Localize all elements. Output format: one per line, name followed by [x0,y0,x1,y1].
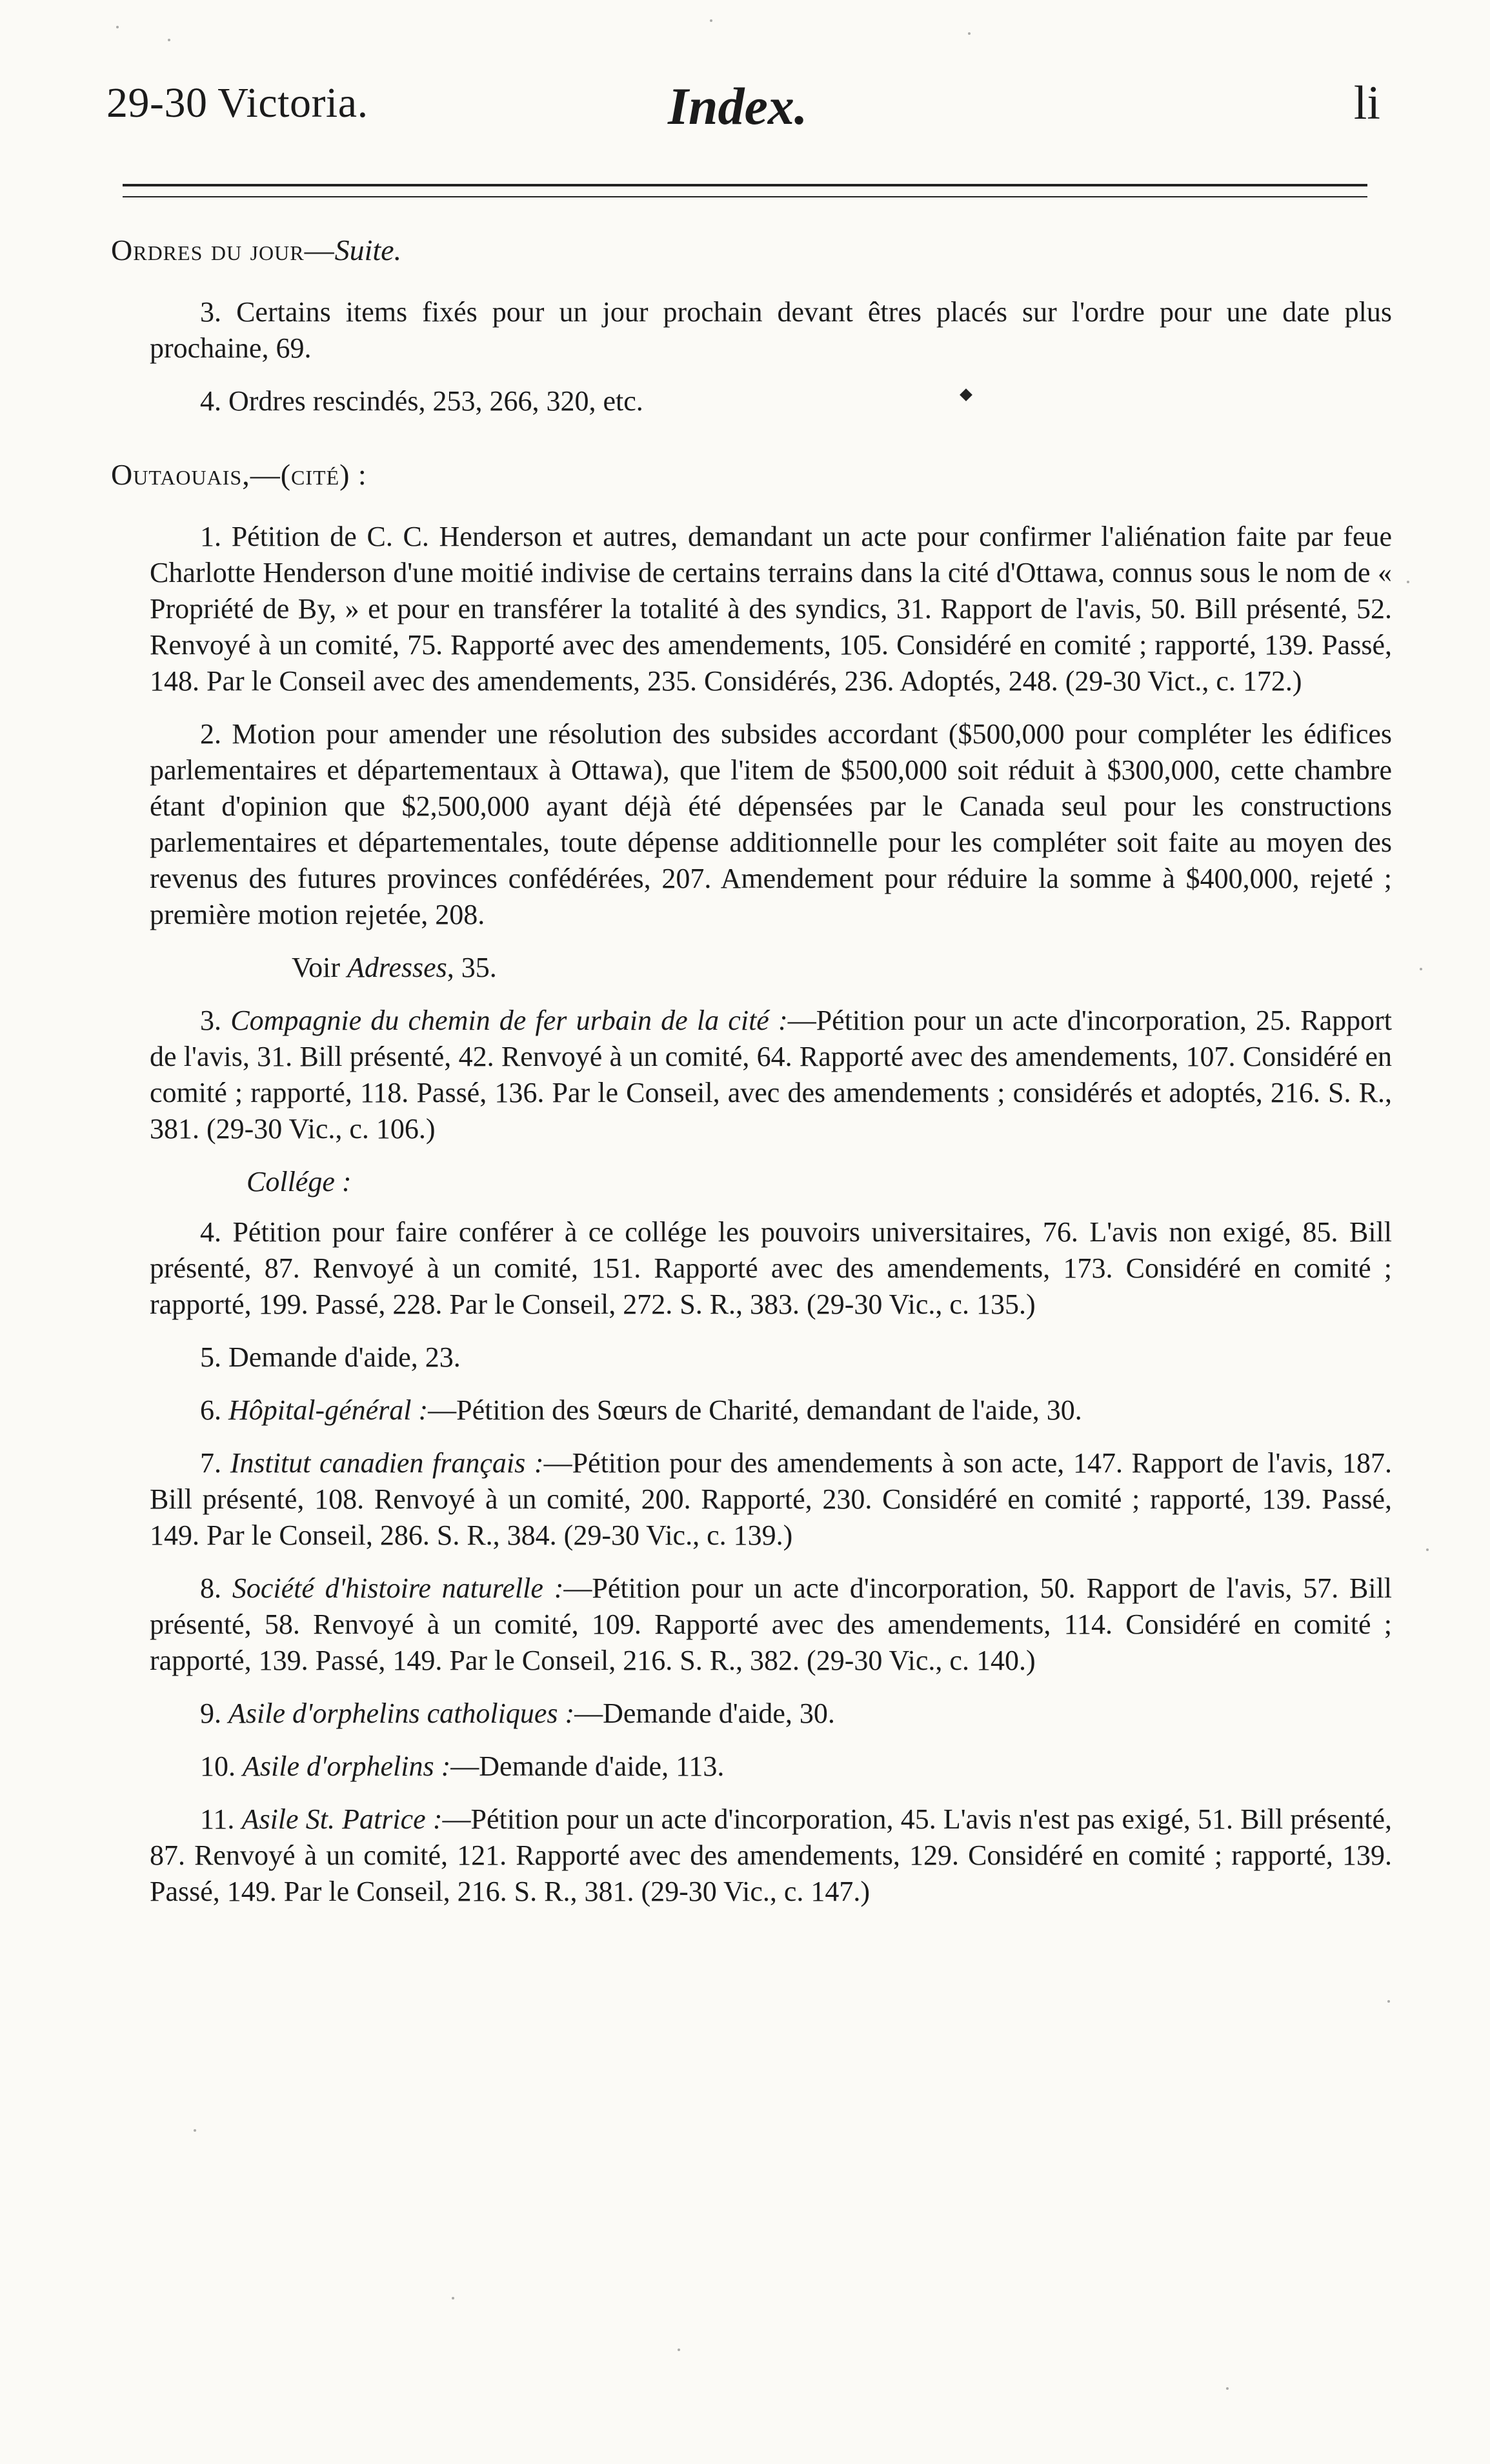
paper-speckle [452,2297,454,2299]
entry-number: 4. [200,1216,221,1248]
paper-speckle [1387,2000,1390,2003]
entry-number: 1. [200,521,221,552]
cross-reference-suffix: , 35. [447,952,497,983]
entry-number: 5. [200,1341,221,1373]
entry-number: 3. [200,1005,221,1036]
entry-number: 4. [200,385,221,417]
entry-text: —Demande d'aide, 30. [574,1698,835,1729]
entry-number: 7. [200,1447,221,1479]
entry-title: Hôpital-général : [228,1394,428,1426]
paper-speckle [1420,968,1422,970]
header-rule-thin [123,196,1367,197]
entry-text: Pétition pour faire conférer à ce collége les pouvoirs universitaires, 76. L'avis non exigé, 85. Bill présenté, 87. Renvoyé à un comité, 151. Rapporté avec des amendements, 173. Considéré en comité ; rapporté, 199. Passé, 228. Par le Conseil, 272. S. R., 383. (29-30 Vic., c. 135.) [150,1216,1393,1320]
index-entry [150,716,1392,933]
paper-speckle [116,26,119,28]
entry-text: Demande d'aide, 23. [228,1341,461,1373]
index-entry [150,1003,1392,1147]
section-heading [111,232,1392,268]
entry-text: —Pétition pour des amendements à son acte, 147. Rapport de l'avis, 187. Bill présenté, 108. Renvoyé à un comité, 200. Rapporté, 230. Considéré en comité ; rapporté, 139. Passé, 149. Par le Conseil, 286. S. R., 384. (29-30 Vic., c. 139.) [150,1447,1392,1551]
section-heading-text: Ordres du jour— [111,234,335,266]
cross-reference-target: Adresses [347,952,447,983]
index-entry [150,1801,1392,1910]
paper-speckle [1426,1548,1429,1551]
entry-text: Certains items fixés pour un jour prochain devant êtres placés sur l'ordre pour une date plus prochaine, 69. [150,296,1392,364]
entry-title: Compagnie du chemin de fer urbain de la cité : [230,1005,788,1036]
paper-speckle [678,2349,680,2351]
index-entry [150,383,1392,419]
entry-number: 8. [200,1572,221,1604]
paper-speckle [710,19,712,22]
entry-number: 3. [200,296,221,328]
entry-title: Asile d'orphelins catholiques : [228,1698,575,1729]
index-entry [150,1696,1392,1732]
section-heading-suffix: Suite. [334,234,402,266]
entry-text: Pétition de C. C. Henderson et autres, demandant un acte pour confirmer l'aliénation faite par feue Charlotte Henderson d'une moitié indivise de certains terrains dans la cité d'Ottawa, connus sous le nom de « Propriété de By, » et pour en transférer la totalité à des syndics, 31. Rapport de l'avis, 50. Bill présenté, 52. Renvoyé à un comité, 75. Rapporté avec des amendements, 105. Considéré en comité ; rapporté, 139. Passé, 148. Par le Conseil avec des amendements, 235. Considérés, 236. Adoptés, 248. (29-30 Vict., c. 172.) [150,521,1393,697]
index-entry [150,1748,1392,1785]
entry-title: Société d'histoire naturelle : [232,1572,564,1604]
running-head-title: Index. [668,77,808,135]
index-entry [150,519,1392,699]
cross-reference [292,950,1392,986]
paper-speckle [194,2129,196,2132]
entry-title: Asile St. Patrice : [241,1803,443,1835]
header-rule-thick [123,184,1367,186]
index-content [111,232,1393,1927]
entry-text: —Pétition des Sœurs de Charité, demandant de l'aide, 30. [428,1394,1082,1426]
entry-number: 6. [200,1394,221,1426]
index-entry [150,1445,1392,1554]
page-number: li [1353,77,1380,130]
entry-title: Institut canadien français : [230,1447,544,1479]
index-entry [150,1214,1392,1323]
running-head-volume: 29-30 Victoria. [106,79,368,126]
index-entry [150,294,1392,366]
entry-title: Asile d'orphelins : [243,1750,451,1782]
entry-number: 10. [200,1750,236,1782]
entry-number: 9. [200,1698,221,1729]
paper-speckle [968,32,971,35]
entry-text: Ordres rescindés, 253, 266, 320, etc. [228,385,643,417]
paper-speckle [168,39,170,41]
paper-speckle [1407,581,1409,583]
entry-text: —Pétition pour un acte d'incorporation, 25. Rapport de l'avis, 31. Bill présenté, 42. Renvoyé à un comité, 64. Rapporté avec des amendements, 107. Considéré en comité ; rapporté, 118. Passé, 136. Par le Conseil, avec des amendements ; considérés et adoptés, 216. S. R., 381. (29-30 Vic., c. 106.) [150,1005,1393,1145]
section-heading-text: Outaouais,—(cité) : [111,458,367,491]
entry-subheading: Collége : [247,1166,352,1197]
index-entry [150,1570,1392,1679]
index-entry [150,1392,1392,1428]
paper-speckle [1226,2387,1229,2390]
entry-text: —Pétition pour un acte d'incorporation, 50. Rapport de l'avis, 57. Bill présenté, 58. Renvoyé à un comité, 109. Rapporté avec des amendements, 114. Considéré en comité ; rapporté, 139. Passé, 149. Par le Conseil, 216. S. R., 382. (29-30 Vic., c. 140.) [150,1572,1393,1676]
entry-number: 11. [200,1803,235,1835]
running-head [106,0,1380,194]
entry-text: —Demande d'aide, 113. [450,1750,725,1782]
entry-number: 2. [200,718,221,750]
section-heading [111,457,1392,493]
cross-reference-prefix: Voir [292,952,347,983]
entry-text: Motion pour amender une résolution des subsides accordant ($500,000 pour compléter les édifices parlementaires et départementaux à Ottawa), que l'item de $500,000 soit réduit à $300,000, cette chambre étant d'opinion que $2,500,000 ayant déjà été dépensées par le Canada seul pour les constructions parlementaires et départementales, toute dépense additionnelle pour les compléter soit faite au moyen des revenus des futures provinces confédérées, 207. Amendement pour réduire la somme à $400,000, rejeté ; première motion rejetée, 208. [150,718,1393,930]
entry-text: —Pétition pour un acte d'incorporation, 45. L'avis n'est pas exigé, 51. Bill présenté, 87. Renvoyé à un comité, 121. Rapporté avec des amendements, 129. Considéré en comité ; rapporté, 139. Passé, 149. Par le Conseil, 216. S. R., 381. (29-30 Vic., c. 147.) [150,1803,1392,1907]
index-entry [150,1339,1392,1376]
